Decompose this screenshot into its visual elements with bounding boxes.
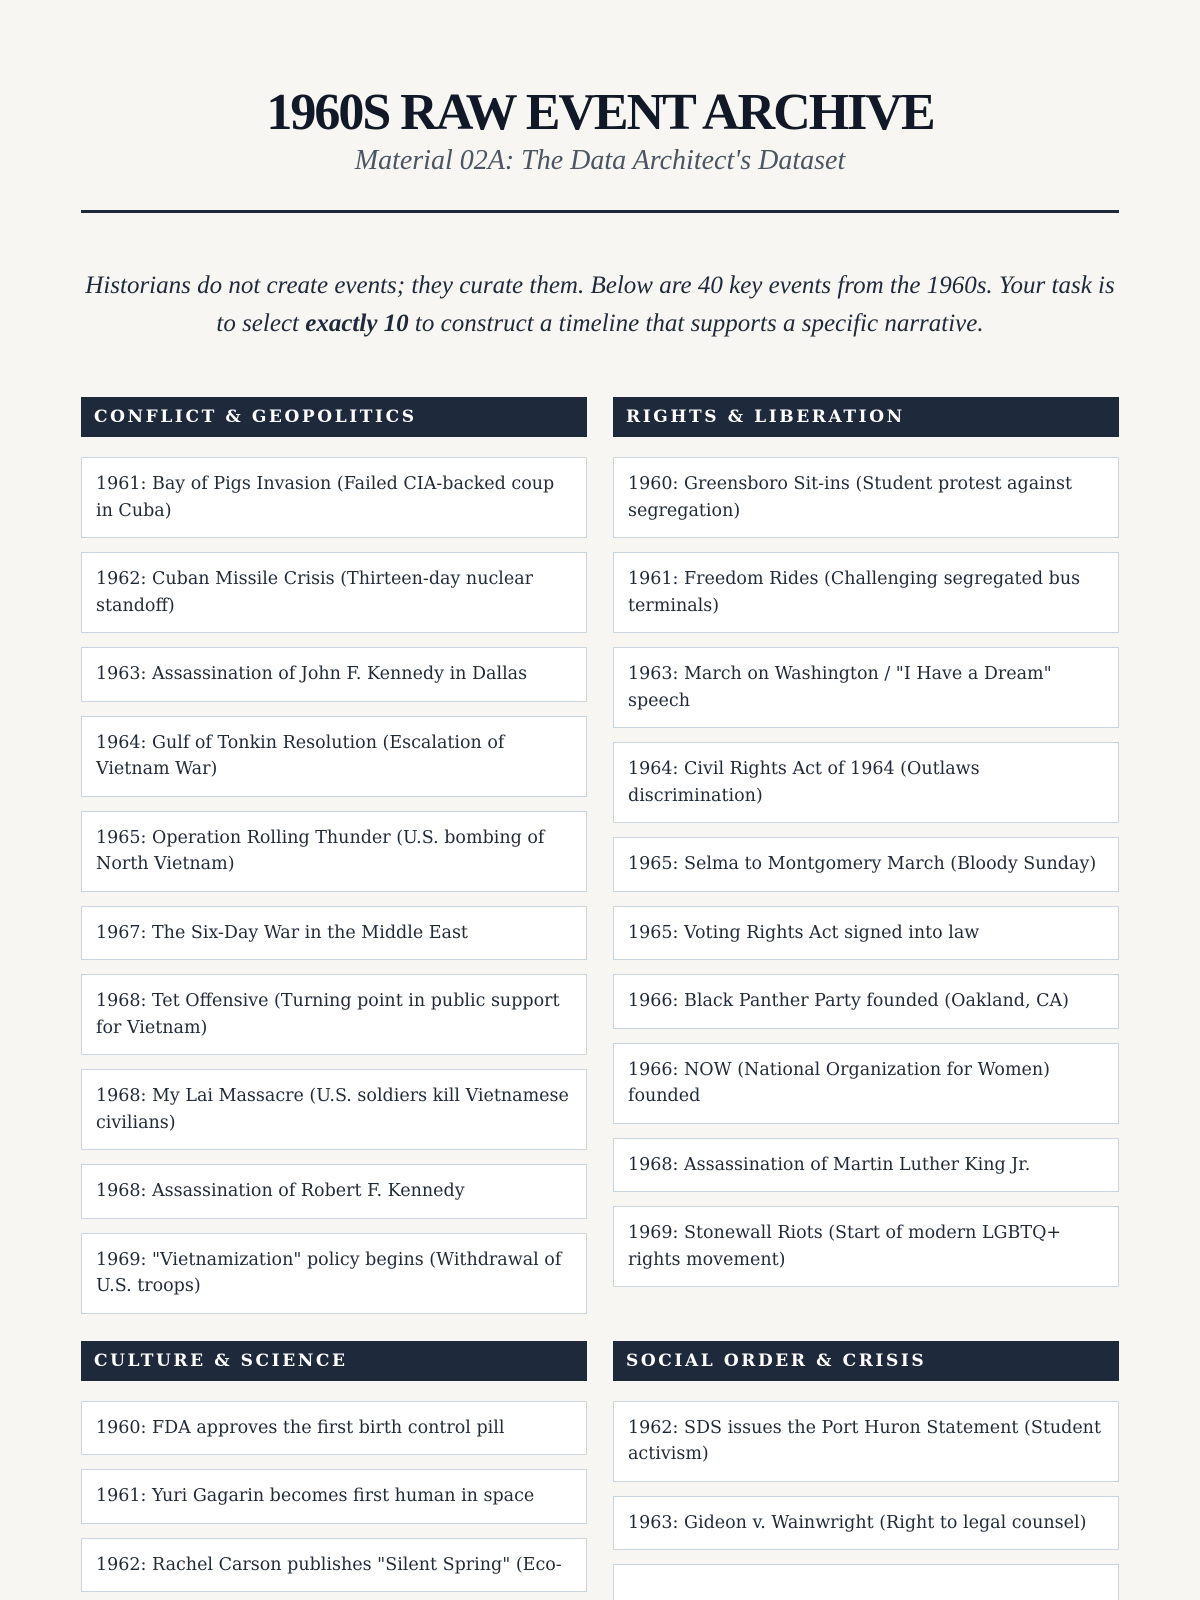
event-card[interactable]: 1967: The Six-Day War in the Middle East (81, 906, 587, 961)
event-list (81, 1401, 587, 1593)
event-card[interactable]: 1963: March on Washington / "I Have a Dream" speech (613, 647, 1119, 728)
event-card[interactable]: 1968: Tet Offensive (Turning point in public support for Vietnam) (81, 974, 587, 1055)
event-card[interactable]: 1968: Assassination of Martin Luther King Jr. (613, 1138, 1119, 1193)
event-card[interactable]: 1965: Operation Rolling Thunder (U.S. bombing of North Vietnam) (81, 811, 587, 892)
event-card[interactable]: 1963: Gideon v. Wainwright (Right to legal counsel) (613, 1496, 1119, 1551)
event-card[interactable]: 1966: NOW (National Organization for Women) founded (613, 1043, 1119, 1124)
section-rights-liberation (613, 397, 1119, 1287)
event-list (613, 457, 1119, 1287)
event-card[interactable]: 1968: Assassination of Robert F. Kennedy (81, 1164, 587, 1219)
event-card[interactable]: 1962: Cuban Missile Crisis (Thirteen-day nuclear standoff) (81, 552, 587, 633)
intro-text-part1: Historians do not create events; they curate them. Below are 40 key events from the 1960s. Your task is to select (85, 272, 1115, 337)
event-card[interactable]: 1960: FDA approves the first birth control pill (81, 1401, 587, 1456)
event-card[interactable]: 1969: "Vietnamization" policy begins (Withdrawal of U.S. troops) (81, 1233, 587, 1314)
event-sections-grid (81, 397, 1119, 1600)
intro-text-part2: to construct a timeline that supports a specific narrative. (408, 310, 984, 337)
event-card[interactable]: 1964: Civil Rights Act of 1964 (Outlaws discrimination) (613, 742, 1119, 823)
section-header: CONFLICT & GEOPOLITICS (81, 397, 587, 437)
event-list (613, 1401, 1119, 1600)
intro-text-emphasis: exactly 10 (305, 310, 409, 337)
event-card[interactable]: 1966: Black Panther Party founded (Oakland, CA) (613, 974, 1119, 1029)
event-list (81, 457, 587, 1314)
header-divider (81, 210, 1119, 213)
page-subtitle: Material 02A: The Data Architect's Dataset (354, 145, 846, 176)
event-card[interactable]: 1968: My Lai Massacre (U.S. soldiers kill Vietnamese civilians) (81, 1069, 587, 1150)
section-header: RIGHTS & LIBERATION (613, 397, 1119, 437)
event-card[interactable]: 1964: Gulf of Tonkin Resolution (Escalation of Vietnam War) (81, 716, 587, 797)
intro-paragraph (81, 267, 1119, 343)
event-card[interactable]: 1965: Voting Rights Act signed into law (613, 906, 1119, 961)
event-card[interactable]: 1961: Bay of Pigs Invasion (Failed CIA-backed coup in Cuba) (81, 457, 587, 538)
event-card[interactable]: 1961: Yuri Gagarin becomes first human in space (81, 1469, 587, 1524)
event-card[interactable]: 1965: Selma to Montgomery March (Bloody Sunday) (613, 837, 1119, 892)
event-card[interactable]: 1963: Assassination of John F. Kennedy in Dallas (81, 647, 587, 702)
event-card[interactable]: 1969: Stonewall Riots (Start of modern LGBTQ+ rights movement) (613, 1206, 1119, 1287)
section-conflict-geopolitics (81, 397, 587, 1314)
section-header: SOCIAL ORDER & CRISIS (613, 1341, 1119, 1381)
event-card[interactable]: 1960: Greensboro Sit-ins (Student protest against segregation) (613, 457, 1119, 538)
page-title: 1960S RAW EVENT ARCHIVE (266, 84, 934, 141)
section-social-order-crisis (613, 1341, 1119, 1600)
section-header: CULTURE & SCIENCE (81, 1341, 587, 1381)
event-card[interactable] (613, 1564, 1119, 1600)
event-card[interactable]: 1961: Freedom Rides (Challenging segregated bus terminals) (613, 552, 1119, 633)
section-culture-science (81, 1341, 587, 1593)
event-card[interactable]: 1962: SDS issues the Port Huron Statement (Student activism) (613, 1401, 1119, 1482)
event-card[interactable]: 1962: Rachel Carson publishes "Silent Spring" (Eco- (81, 1538, 587, 1593)
